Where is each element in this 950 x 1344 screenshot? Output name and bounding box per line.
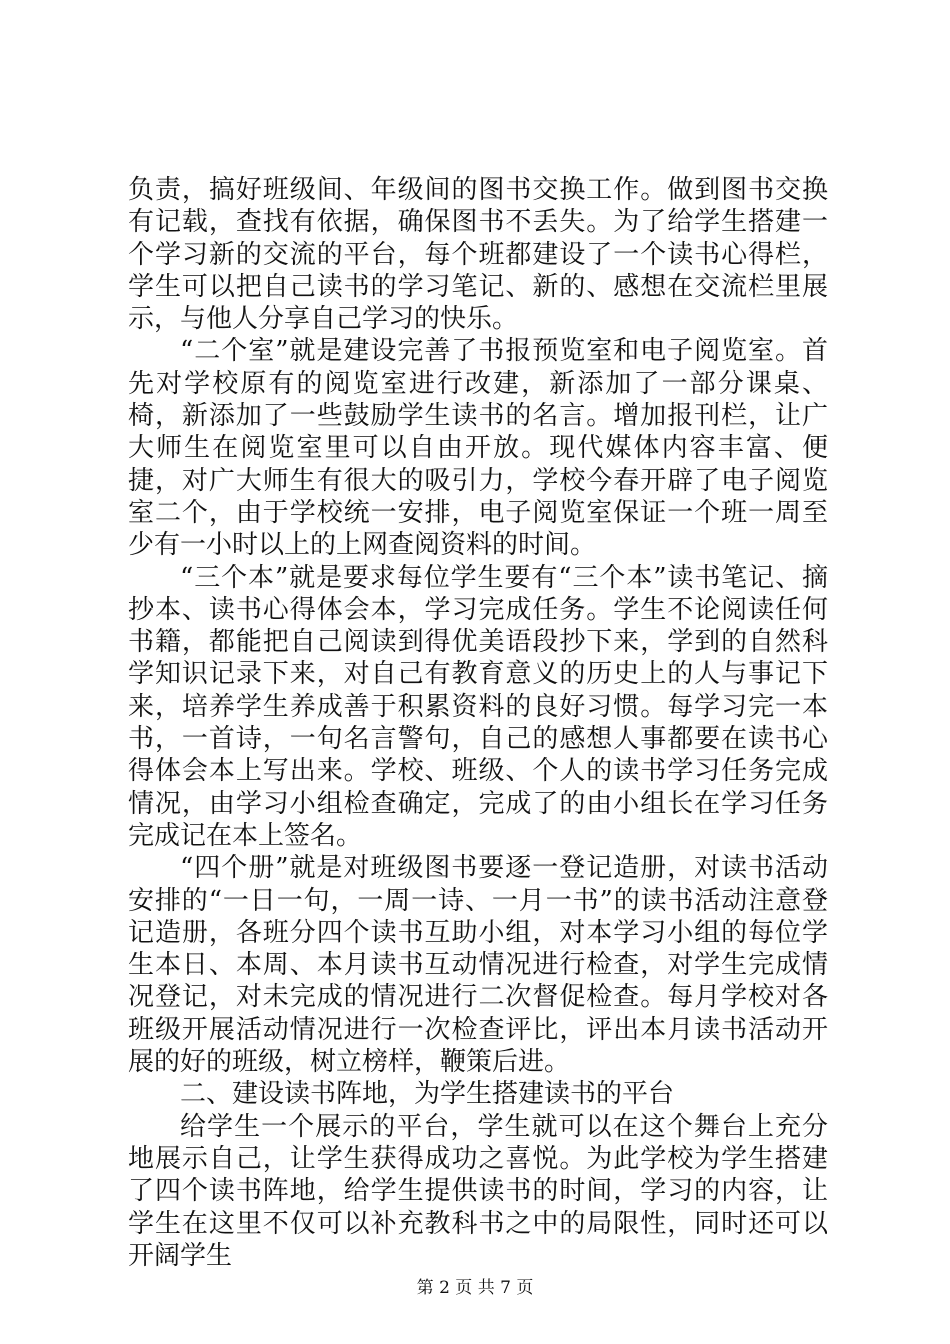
body-text [128, 174, 828, 1272]
paragraph-4: “四个册”就是对班级图书要逐一登记造册，对读书活动安排的“一日一句，一周一诗、一月一书”的读书活动注意登记造册，各班分四个读书互助小组，对本学习小组的每位学生本日、本周、本月读书互动情况进行检查，对学生完成情况登记，对未完成的情况进行二次督促检查。每月学校对各班级开展活动情况进行一次检查评比，评出本月读书活动开展的好的班级，树立榜样，鞭策后进。 [128, 853, 828, 1078]
paragraph-5: 给学生一个展示的平台，学生就可以在这个舞台上充分地展示自己，让学生获得成功之喜悦。为此学校为学生搭建了四个读书阵地，给学生提供读书的时间，学习的内容，让学生在这里不仅可以补充教科书之中的局限性，同时还可以开阔学生 [128, 1111, 828, 1271]
section-heading: 二、建设读书阵地，为学生搭建读书的平台 [180, 1079, 675, 1110]
paragraph-3: “三个本”就是要求每位学生要有“三个本”读书笔记、摘抄本、读书心得体会本，学习完成任务。学生不论阅读任何书籍，都能把自己阅读到得优美语段抄下来，学到的自然科学知识记录下来，对自己有教育意义的历史上的人与事记下来，培养学生养成善于积累资料的良好习惯。每学习完一本书，一首诗，一句名言警句，自己的感想人事都要在读书心得体会本上写出来。学校、班级、个人的读书学习任务完成情况，由学习小组检查确定，完成了的由小组长在学习任务完成记在本上签名。 [128, 562, 828, 851]
page-footer: 第 2 页 共 7 页 [416, 1278, 534, 1298]
paragraph-1: 负责，搞好班级间、年级间的图书交换工作。做到图书交换有记载，查找有依据，确保图书不丢失。为了给学生搭建一个学习新的交流的平台，每个班都建设了一个读书心得栏，学生可以把自己读书的学习笔记、新的、感想在交流栏里展示，与他人分享自己学习的快乐。 [128, 175, 828, 335]
paragraph-2: “二个室”就是建设完善了书报预览室和电子阅览室。首先对学校原有的阅览室进行改建，新添加了一部分课桌、椅，新添加了一些鼓励学生读书的名言。增加报刊栏，让广大师生在阅览室里可以自由开放。现代媒体内容丰富、便捷，对广大师生有很大的吸引力，学校今春开辟了电子阅览室二个，由于学校统一安排，电子阅览室保证一个班一周至少有一小时以上的上网查阅资料的时间。 [128, 336, 828, 561]
